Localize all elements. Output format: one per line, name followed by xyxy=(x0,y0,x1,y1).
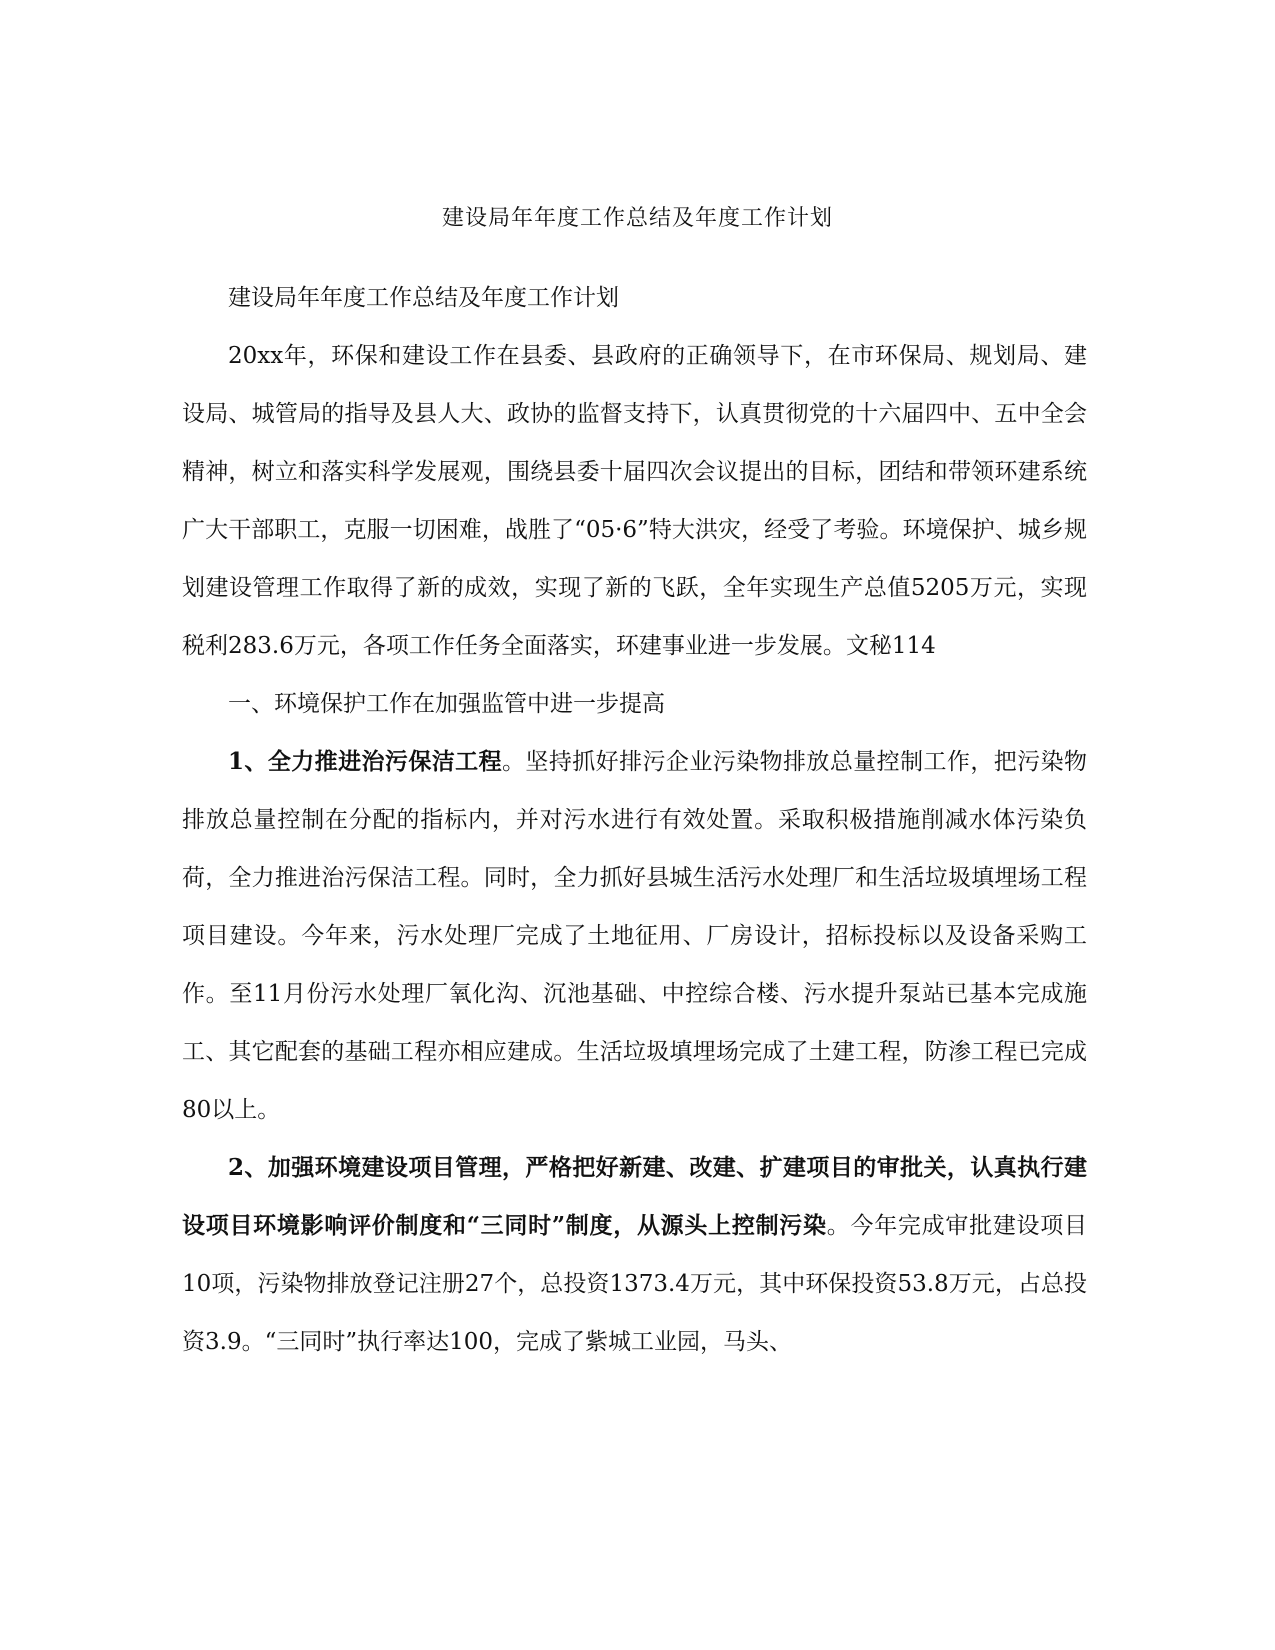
item-heading: 2、加强环境建设项目管理，严格把好新建、改建、扩建项目的审批关，认真执行建设项目环境影响评价制度和“三同时”制度，从源头上控制污染 xyxy=(182,1154,1087,1239)
section-heading xyxy=(182,675,1087,733)
paragraph-text: 建设局年年度工作总结及年度工作计划 xyxy=(228,285,619,311)
paragraph-text: 。今年完成审批建设项目10项，污染物排放登记注册27个，总投资1373.4万元，其中环保投资53.8万元，占总投资3.9。“三同时”执行率达100，完成了紫城工业园，马头、 xyxy=(182,1213,1087,1355)
paragraph-text: 。坚持抓好排污企业污染物排放总量控制工作，把污染物排放总量控制在分配的指标内，并对污水进行有效处置。采取积极措施削减水体污染负荷，全力推进治污保洁工程。同时，全力抓好县城生活污水处理厂和生活垃圾填埋场工程项目建设。今年来，污水处理厂完成了土地征用、厂房设计，招标投标以及设备采购工作。至11月份污水处理厂氧化沟、沉池基础、中控综合楼、污水提升泵站已基本完成施工、其它配套的基础工程亦相应建成。生活垃圾填埋场完成了土建工程，防渗工程已完成80以上。 xyxy=(182,749,1087,1123)
paragraph-item-2 xyxy=(182,1139,1087,1371)
document-body xyxy=(182,269,1087,1371)
paragraph-subtitle xyxy=(182,269,1087,327)
paragraph-item-1 xyxy=(182,733,1087,1139)
paragraph-text: 一、环境保护工作在加强监管中进一步提高 xyxy=(228,691,665,717)
paragraph-text: 20xx年，环保和建设工作在县委、县政府的正确领导下，在市环保局、规划局、建设局、城管局的指导及县人大、政协的监督支持下，认真贯彻党的十六届四中、五中全会精神，树立和落实科学发展观，围绕县委十届四次会议提出的目标，团结和带领环建系统广大干部职工，克服一切困难，战胜了“05·6”特大洪灾，经受了考验。环境保护、城乡规划建设管理工作取得了新的成效，实现了新的飞跃，全年实现生产总值5205万元，实现税利283.6万元，各项工作任务全面落实，环建事业进一步发展。文秘114 xyxy=(182,343,1087,659)
item-heading: 1、全力推进治污保洁工程 xyxy=(228,748,502,775)
document-title: 建设局年年度工作总结及年度工作计划 xyxy=(441,206,833,231)
paragraph-intro xyxy=(182,327,1087,675)
